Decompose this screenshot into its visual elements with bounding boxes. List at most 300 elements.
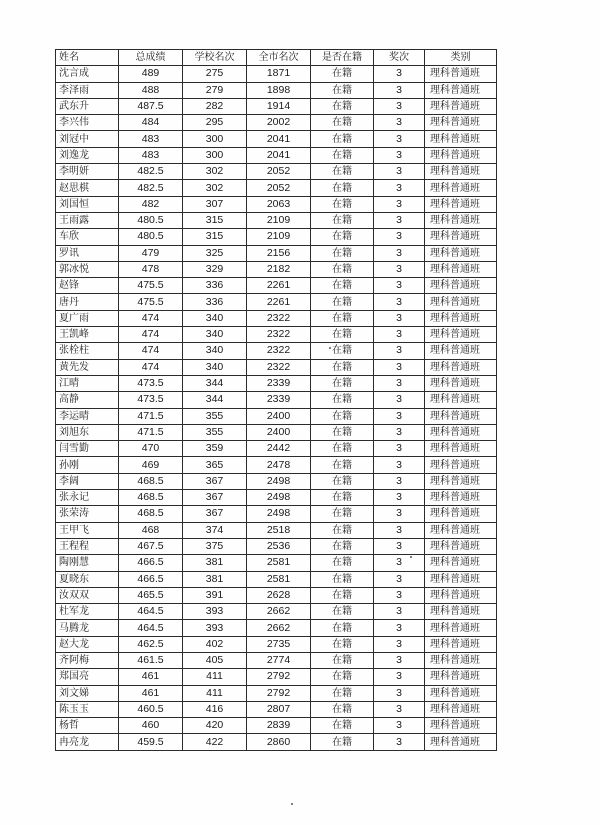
table-row [56, 310, 497, 326]
cell-award-level: 3 [374, 620, 425, 636]
cell-award-level: 3 [374, 245, 425, 261]
cell-school-rank: 300 [183, 147, 247, 163]
table-row [56, 669, 497, 685]
cell-school-rank: 411 [183, 685, 247, 701]
cell-name: 张栓柱 [56, 343, 119, 359]
cell-enrollment-status: 在籍 [311, 392, 374, 408]
cell-category: 理科普通班 [425, 636, 497, 652]
table-row [56, 620, 497, 636]
cell-category: 理科普通班 [425, 82, 497, 98]
cell-category: 理科普通班 [425, 473, 497, 489]
cell-total-score: 474 [119, 359, 183, 375]
cell-enrollment-status: 在籍 [311, 685, 374, 701]
cell-school-rank: 336 [183, 294, 247, 310]
cell-total-score: 469 [119, 457, 183, 473]
cell-category: 理科普通班 [425, 66, 497, 82]
cell-total-score: 467.5 [119, 538, 183, 554]
cell-total-score: 464.5 [119, 620, 183, 636]
cell-school-rank: 391 [183, 587, 247, 603]
cell-school-rank: 295 [183, 115, 247, 131]
cell-award-level: 3 [374, 636, 425, 652]
cell-category: 理科普通班 [425, 620, 497, 636]
cell-category: 理科普通班 [425, 441, 497, 457]
cell-school-rank: 340 [183, 327, 247, 343]
cell-award-level: 3 [374, 441, 425, 457]
cell-school-rank: 302 [183, 164, 247, 180]
cell-category: 理科普通班 [425, 555, 497, 571]
cell-total-score: 480.5 [119, 229, 183, 245]
cell-total-score: 475.5 [119, 278, 183, 294]
cell-city-rank: 2322 [247, 327, 311, 343]
cell-award-level: 3 [374, 587, 425, 603]
cell-enrollment-status: 在籍 [311, 408, 374, 424]
cell-award-level: 3 [374, 294, 425, 310]
cell-award-level: 3 [374, 212, 425, 228]
cell-total-score: 459.5 [119, 734, 183, 750]
cell-name: 赵锋 [56, 278, 119, 294]
cell-award-level: 3 [374, 375, 425, 391]
cell-total-score: 471.5 [119, 408, 183, 424]
cell-award-level: 3 [374, 669, 425, 685]
cell-school-rank: 416 [183, 701, 247, 717]
cell-award-level: 3 [374, 392, 425, 408]
cell-enrollment-status: 在籍 [311, 441, 374, 457]
table-row [56, 115, 497, 131]
cell-city-rank: 2041 [247, 131, 311, 147]
cell-school-rank: 325 [183, 245, 247, 261]
cell-category: 理科普通班 [425, 669, 497, 685]
cell-enrollment-status: 在籍 [311, 310, 374, 326]
cell-award-level: 3 [374, 278, 425, 294]
table-row [56, 457, 497, 473]
cell-city-rank: 2322 [247, 343, 311, 359]
table-header-row [56, 50, 497, 66]
cell-enrollment-status: 在籍 [311, 278, 374, 294]
cell-total-score: 489 [119, 66, 183, 82]
table-row [56, 131, 497, 147]
table-row [56, 343, 497, 359]
cell-name: 黄先发 [56, 359, 119, 375]
cell-city-rank: 2581 [247, 555, 311, 571]
cell-name: 马腾龙 [56, 620, 119, 636]
cell-name: 闫雪勤 [56, 441, 119, 457]
cell-city-rank: 2735 [247, 636, 311, 652]
cell-category: 理科普通班 [425, 571, 497, 587]
cell-total-score: 474 [119, 327, 183, 343]
cell-award-level: 3 [374, 343, 425, 359]
cell-total-score: 466.5 [119, 555, 183, 571]
table-row [56, 718, 497, 734]
cell-school-rank: 365 [183, 457, 247, 473]
cell-city-rank: 2628 [247, 587, 311, 603]
cell-total-score: 483 [119, 147, 183, 163]
cell-city-rank: 2478 [247, 457, 311, 473]
cell-category: 理科普通班 [425, 392, 497, 408]
cell-school-rank: 344 [183, 392, 247, 408]
cell-enrollment-status: 在籍 [311, 115, 374, 131]
table-body [56, 66, 497, 750]
cell-award-level: 3 [374, 196, 425, 212]
cell-name: 江晴 [56, 375, 119, 391]
cell-name: 唐丹 [56, 294, 119, 310]
table-row [56, 66, 497, 82]
cell-name: 王甲飞 [56, 522, 119, 538]
cell-enrollment-status: 在籍 [311, 261, 374, 277]
cell-school-rank: 340 [183, 310, 247, 326]
cell-enrollment-status: 在籍 [311, 473, 374, 489]
cell-award-level: 3 [374, 131, 425, 147]
cell-award-level: 3 [374, 718, 425, 734]
cell-award-level: 3 [374, 261, 425, 277]
table-row [56, 278, 497, 294]
cell-name: 齐阿梅 [56, 652, 119, 668]
cell-school-rank: 402 [183, 636, 247, 652]
cell-city-rank: 2774 [247, 652, 311, 668]
table-row [56, 327, 497, 343]
cell-award-level: 3 [374, 98, 425, 114]
cell-city-rank: 2536 [247, 538, 311, 554]
table-row [56, 424, 497, 440]
table-row [56, 587, 497, 603]
scan-speck [410, 556, 412, 558]
cell-category: 理科普通班 [425, 98, 497, 114]
table-row [56, 490, 497, 506]
cell-category: 理科普通班 [425, 294, 497, 310]
cell-category: 理科普通班 [425, 343, 497, 359]
table-row [56, 538, 497, 554]
cell-name: 刘文娣 [56, 685, 119, 701]
cell-enrollment-status: 在籍 [311, 164, 374, 180]
cell-category: 理科普通班 [425, 131, 497, 147]
cell-category: 理科普通班 [425, 587, 497, 603]
cell-award-level: 3 [374, 180, 425, 196]
cell-enrollment-status: 在籍 [311, 375, 374, 391]
cell-city-rank: 2182 [247, 261, 311, 277]
cell-award-level: 3 [374, 538, 425, 554]
cell-name: 李运晴 [56, 408, 119, 424]
cell-enrollment-status: 在籍 [311, 701, 374, 717]
table-row [56, 685, 497, 701]
cell-city-rank: 2339 [247, 375, 311, 391]
cell-school-rank: 329 [183, 261, 247, 277]
table-row [56, 196, 497, 212]
column-header-city-rank: 全市名次 [247, 50, 311, 66]
cell-school-rank: 393 [183, 604, 247, 620]
cell-enrollment-status: 在籍 [311, 620, 374, 636]
cell-city-rank: 2109 [247, 229, 311, 245]
cell-name: 王凯峰 [56, 327, 119, 343]
cell-city-rank: 2400 [247, 424, 311, 440]
cell-name: 郭冰悦 [56, 261, 119, 277]
cell-total-score: 468 [119, 522, 183, 538]
cell-award-level: 3 [374, 506, 425, 522]
cell-name: 车欣 [56, 229, 119, 245]
cell-name: 张永记 [56, 490, 119, 506]
cell-name: 刘国恒 [56, 196, 119, 212]
cell-award-level: 3 [374, 82, 425, 98]
cell-city-rank: 2052 [247, 180, 311, 196]
cell-city-rank: 2498 [247, 490, 311, 506]
cell-city-rank: 2662 [247, 604, 311, 620]
cell-category: 理科普通班 [425, 245, 497, 261]
cell-award-level: 3 [374, 310, 425, 326]
cell-award-level: 3 [374, 555, 425, 571]
cell-city-rank: 2322 [247, 310, 311, 326]
scan-speck [291, 803, 293, 805]
cell-total-score: 487.5 [119, 98, 183, 114]
cell-enrollment-status: 在籍 [311, 82, 374, 98]
cell-total-score: 488 [119, 82, 183, 98]
cell-award-level: 3 [374, 424, 425, 440]
cell-school-rank: 367 [183, 490, 247, 506]
cell-enrollment-status: 在籍 [311, 457, 374, 473]
cell-award-level: 3 [374, 604, 425, 620]
table-row [56, 245, 497, 261]
cell-school-rank: 420 [183, 718, 247, 734]
table-row [56, 506, 497, 522]
cell-award-level: 3 [374, 115, 425, 131]
cell-total-score: 460 [119, 718, 183, 734]
table-row [56, 375, 497, 391]
cell-award-level: 3 [374, 652, 425, 668]
column-header-enrollment-status: 是否在籍 [311, 50, 374, 66]
cell-name: 夏广雨 [56, 310, 119, 326]
cell-enrollment-status: 在籍 [311, 294, 374, 310]
cell-city-rank: 2498 [247, 506, 311, 522]
cell-enrollment-status: 在籍 [311, 212, 374, 228]
table-row [56, 98, 497, 114]
cell-enrollment-status: 在籍 [311, 327, 374, 343]
cell-name: 王雨露 [56, 212, 119, 228]
table-row [56, 604, 497, 620]
cell-city-rank: 2041 [247, 147, 311, 163]
cell-city-rank: 2400 [247, 408, 311, 424]
cell-category: 理科普通班 [425, 457, 497, 473]
cell-name: 李阔 [56, 473, 119, 489]
cell-total-score: 468.5 [119, 473, 183, 489]
cell-award-level: 3 [374, 571, 425, 587]
cell-category: 理科普通班 [425, 229, 497, 245]
cell-city-rank: 2339 [247, 392, 311, 408]
table-row [56, 294, 497, 310]
table-row [56, 408, 497, 424]
cell-category: 理科普通班 [425, 701, 497, 717]
cell-award-level: 3 [374, 327, 425, 343]
cell-total-score: 479 [119, 245, 183, 261]
cell-name: 王程程 [56, 538, 119, 554]
cell-city-rank: 2792 [247, 685, 311, 701]
cell-name: 孙刚 [56, 457, 119, 473]
cell-total-score: 466.5 [119, 571, 183, 587]
cell-school-rank: 307 [183, 196, 247, 212]
cell-city-rank: 2860 [247, 734, 311, 750]
cell-name: 赵思棋 [56, 180, 119, 196]
table-row [56, 180, 497, 196]
cell-award-level: 3 [374, 164, 425, 180]
cell-school-rank: 340 [183, 359, 247, 375]
cell-total-score: 480.5 [119, 212, 183, 228]
cell-total-score: 465.5 [119, 587, 183, 603]
cell-school-rank: 344 [183, 375, 247, 391]
cell-total-score: 474 [119, 343, 183, 359]
cell-category: 理科普通班 [425, 180, 497, 196]
cell-category: 理科普通班 [425, 261, 497, 277]
cell-award-level: 3 [374, 685, 425, 701]
cell-category: 理科普通班 [425, 278, 497, 294]
cell-total-score: 471.5 [119, 424, 183, 440]
cell-category: 理科普通班 [425, 310, 497, 326]
cell-city-rank: 2662 [247, 620, 311, 636]
cell-school-rank: 315 [183, 229, 247, 245]
cell-enrollment-status: 在籍 [311, 522, 374, 538]
cell-school-rank: 381 [183, 571, 247, 587]
cell-name: 李泽雨 [56, 82, 119, 98]
cell-total-score: 464.5 [119, 604, 183, 620]
cell-city-rank: 2063 [247, 196, 311, 212]
cell-school-rank: 355 [183, 408, 247, 424]
cell-enrollment-status: 在籍 [311, 229, 374, 245]
table-row [56, 82, 497, 98]
table-row [56, 636, 497, 652]
table-row [56, 652, 497, 668]
cell-award-level: 3 [374, 359, 425, 375]
cell-name: 陶刚慧 [56, 555, 119, 571]
cell-total-score: 468.5 [119, 506, 183, 522]
column-header-award-level: 奖次 [374, 50, 425, 66]
cell-enrollment-status: 在籍 [311, 98, 374, 114]
cell-school-rank: 393 [183, 620, 247, 636]
cell-name: 冉亮龙 [56, 734, 119, 750]
cell-enrollment-status: 在籍 [311, 245, 374, 261]
cell-enrollment-status: 在籍 [311, 571, 374, 587]
cell-total-score: 482 [119, 196, 183, 212]
table-row [56, 164, 497, 180]
cell-total-score: 484 [119, 115, 183, 131]
table-row [56, 212, 497, 228]
cell-school-rank: 422 [183, 734, 247, 750]
table-row [56, 261, 497, 277]
cell-city-rank: 2518 [247, 522, 311, 538]
cell-category: 理科普通班 [425, 327, 497, 343]
cell-enrollment-status: 在籍 [311, 343, 374, 359]
cell-category: 理科普通班 [425, 212, 497, 228]
cell-city-rank: 1914 [247, 98, 311, 114]
cell-enrollment-status: 在籍 [311, 424, 374, 440]
cell-category: 理科普通班 [425, 424, 497, 440]
cell-name: 李兴伟 [56, 115, 119, 131]
cell-total-score: 473.5 [119, 375, 183, 391]
cell-school-rank: 374 [183, 522, 247, 538]
cell-enrollment-status: 在籍 [311, 147, 374, 163]
cell-city-rank: 2261 [247, 294, 311, 310]
cell-category: 理科普通班 [425, 164, 497, 180]
cell-total-score: 483 [119, 131, 183, 147]
cell-total-score: 482.5 [119, 164, 183, 180]
table-row [56, 522, 497, 538]
cell-name: 沈言成 [56, 66, 119, 82]
cell-category: 理科普通班 [425, 506, 497, 522]
cell-total-score: 461.5 [119, 652, 183, 668]
cell-city-rank: 2807 [247, 701, 311, 717]
cell-name: 陈玉玉 [56, 701, 119, 717]
cell-school-rank: 411 [183, 669, 247, 685]
cell-city-rank: 1898 [247, 82, 311, 98]
cell-total-score: 462.5 [119, 636, 183, 652]
cell-enrollment-status: 在籍 [311, 652, 374, 668]
cell-school-rank: 355 [183, 424, 247, 440]
cell-category: 理科普通班 [425, 115, 497, 131]
table-row [56, 555, 497, 571]
cell-school-rank: 315 [183, 212, 247, 228]
cell-enrollment-status: 在籍 [311, 66, 374, 82]
cell-name: 张荣涛 [56, 506, 119, 522]
cell-school-rank: 367 [183, 506, 247, 522]
cell-total-score: 475.5 [119, 294, 183, 310]
cell-name: 杨哲 [56, 718, 119, 734]
cell-award-level: 3 [374, 229, 425, 245]
cell-name: 杜军龙 [56, 604, 119, 620]
table-row [56, 701, 497, 717]
cell-school-rank: 282 [183, 98, 247, 114]
cell-school-rank: 375 [183, 538, 247, 554]
cell-enrollment-status: 在籍 [311, 506, 374, 522]
table-row [56, 359, 497, 375]
cell-city-rank: 2839 [247, 718, 311, 734]
cell-category: 理科普通班 [425, 538, 497, 554]
cell-award-level: 3 [374, 522, 425, 538]
cell-total-score: 461 [119, 669, 183, 685]
cell-category: 理科普通班 [425, 196, 497, 212]
cell-school-rank: 336 [183, 278, 247, 294]
cell-name: 刘旭东 [56, 424, 119, 440]
cell-name: 郑国亮 [56, 669, 119, 685]
cell-school-rank: 275 [183, 66, 247, 82]
cell-category: 理科普通班 [425, 718, 497, 734]
cell-school-rank: 340 [183, 343, 247, 359]
cell-award-level: 3 [374, 66, 425, 82]
cell-school-rank: 381 [183, 555, 247, 571]
cell-enrollment-status: 在籍 [311, 734, 374, 750]
cell-category: 理科普通班 [425, 652, 497, 668]
cell-school-rank: 279 [183, 82, 247, 98]
cell-enrollment-status: 在籍 [311, 555, 374, 571]
cell-category: 理科普通班 [425, 408, 497, 424]
column-header-total-score: 总成绩 [119, 50, 183, 66]
cell-city-rank: 1871 [247, 66, 311, 82]
cell-award-level: 3 [374, 457, 425, 473]
cell-award-level: 3 [374, 147, 425, 163]
scan-speck [329, 347, 331, 349]
cell-enrollment-status: 在籍 [311, 636, 374, 652]
cell-total-score: 460.5 [119, 701, 183, 717]
cell-award-level: 3 [374, 490, 425, 506]
cell-enrollment-status: 在籍 [311, 359, 374, 375]
cell-enrollment-status: 在籍 [311, 490, 374, 506]
cell-school-rank: 359 [183, 441, 247, 457]
cell-city-rank: 2792 [247, 669, 311, 685]
cell-category: 理科普通班 [425, 490, 497, 506]
cell-category: 理科普通班 [425, 375, 497, 391]
cell-total-score: 474 [119, 310, 183, 326]
table-row [56, 473, 497, 489]
cell-category: 理科普通班 [425, 604, 497, 620]
score-table [55, 49, 497, 751]
cell-city-rank: 2261 [247, 278, 311, 294]
cell-city-rank: 2156 [247, 245, 311, 261]
cell-total-score: 478 [119, 261, 183, 277]
cell-award-level: 3 [374, 408, 425, 424]
cell-name: 罗讯 [56, 245, 119, 261]
